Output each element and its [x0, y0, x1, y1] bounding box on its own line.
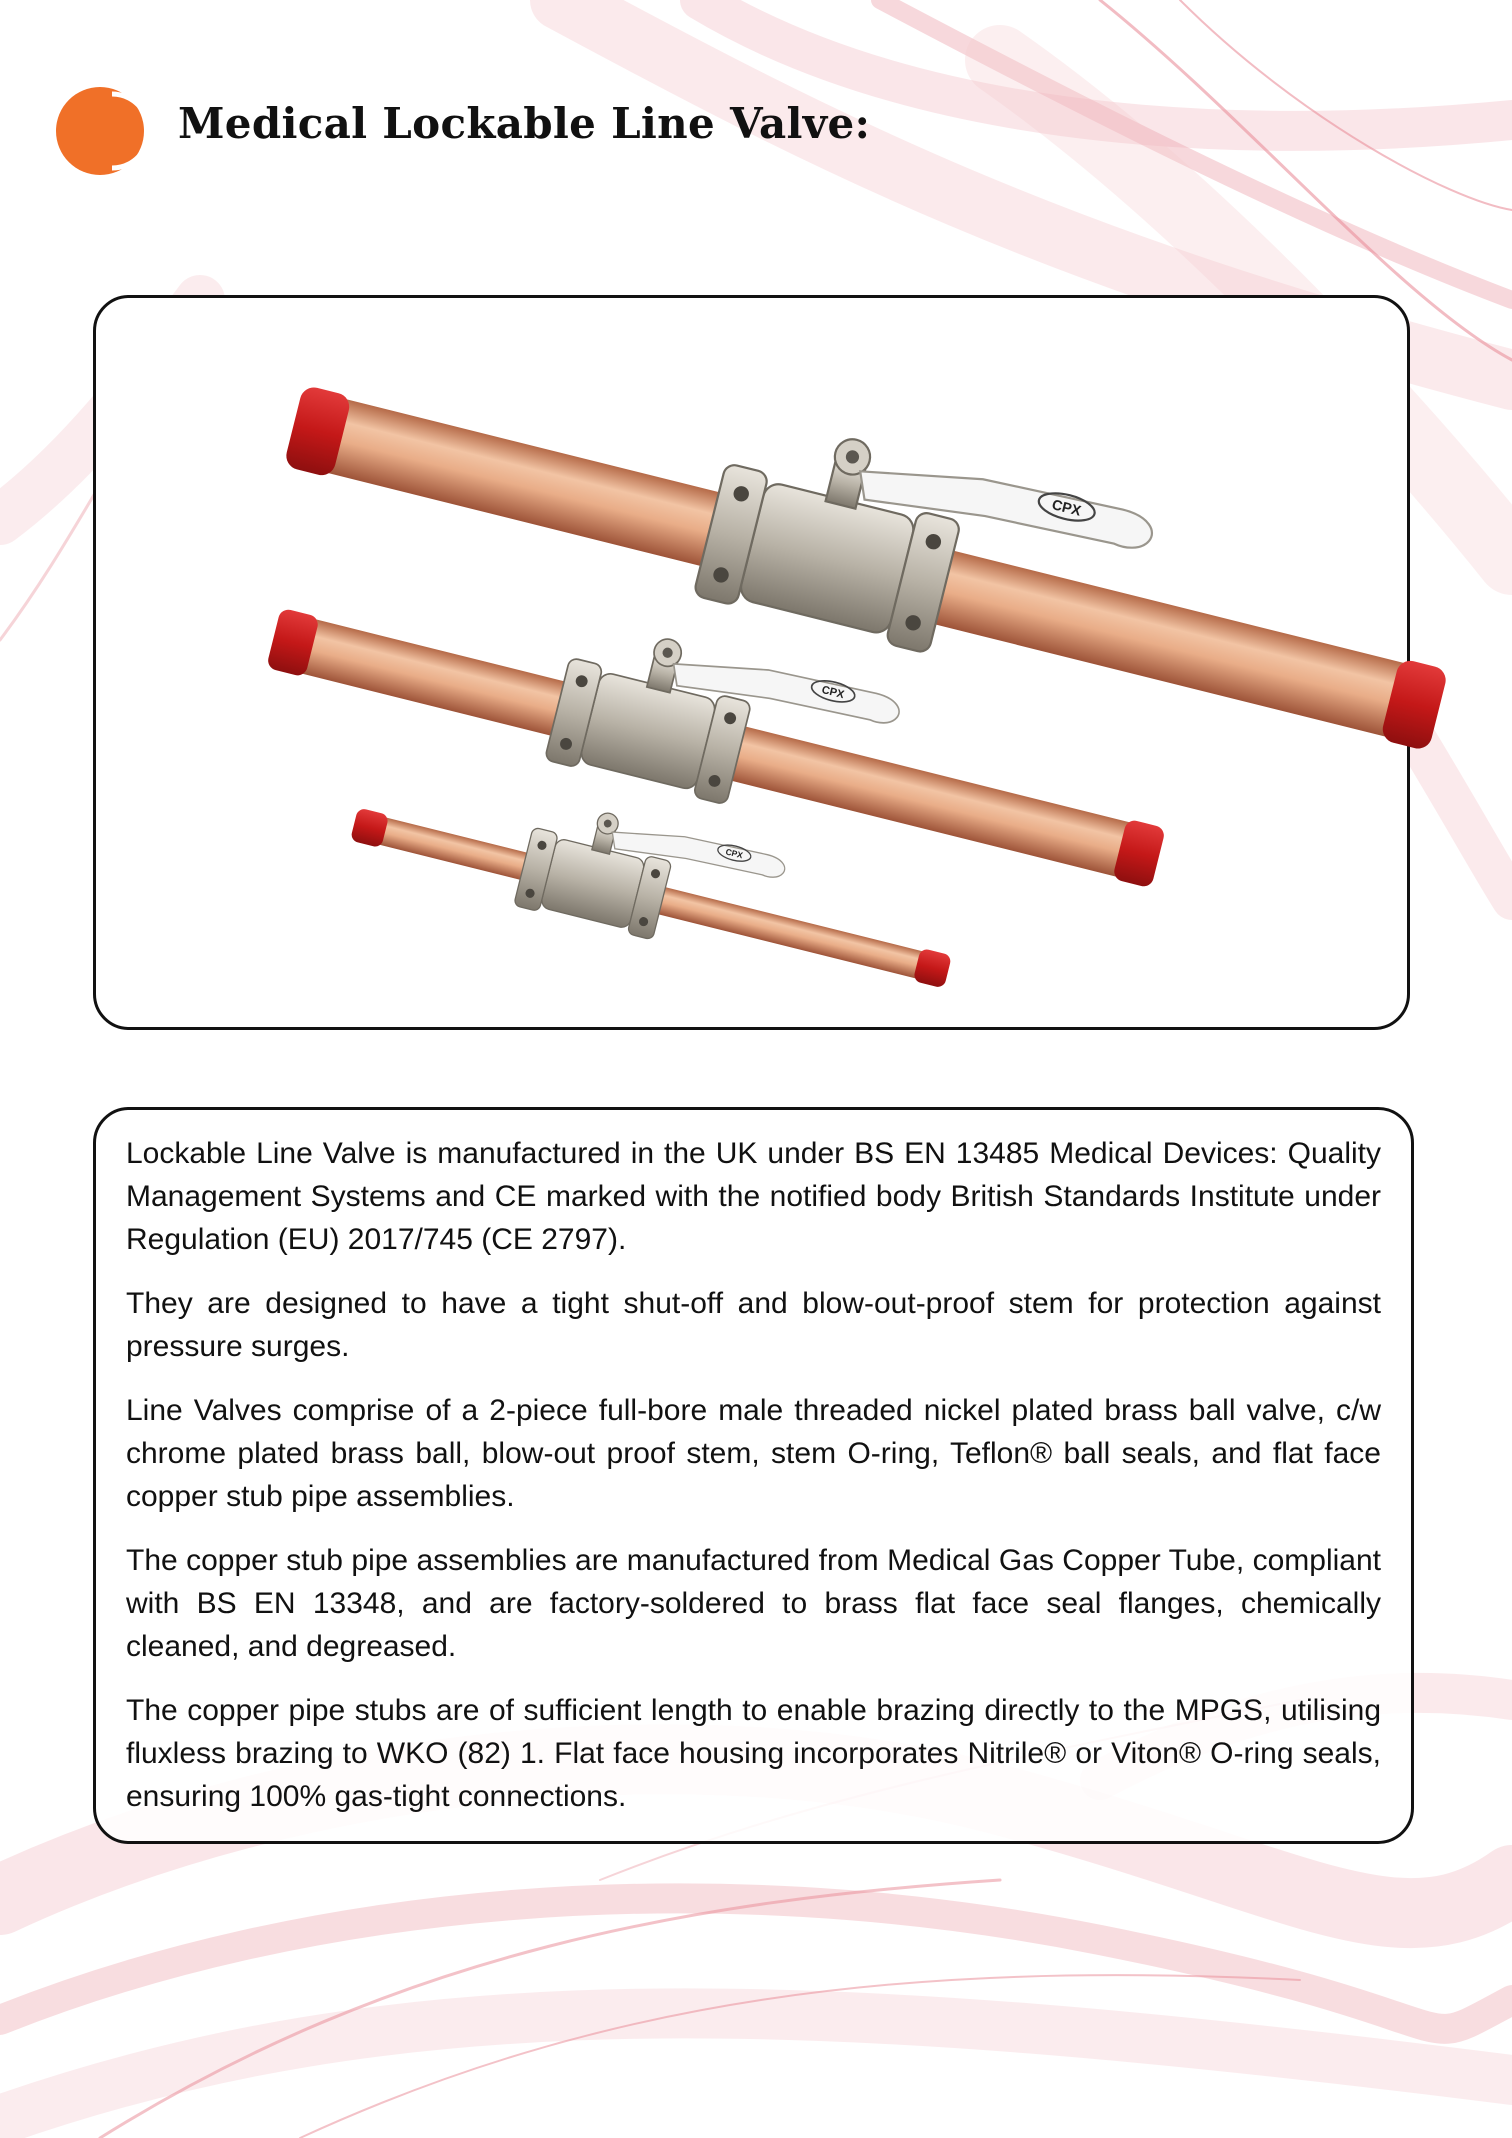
orange-circle-bullet-icon: [54, 84, 148, 178]
description-panel: [93, 1107, 1414, 1844]
page-title: Medical Lockable Line Valve:: [178, 99, 871, 148]
description-paragraph: Lockable Line Valve is manufactured in the UK under BS EN 13485 Medical Devices: Quality Management Systems and CE marked with the notified body British Standards Institute under Regulation (EU) 2017/745 (CE 2797).: [126, 1137, 1381, 1256]
description-paragraph: The copper stub pipe assemblies are manufactured from Medical Gas Copper Tube, compliant with BS EN 13348, and are factory-soldered to brass flat face seal flanges, chemically cleaned, and degreased.: [126, 1544, 1381, 1663]
description-paragraph: Line Valves comprise of a 2-piece full-bore male threaded nickel plated brass ball valve, c/w chrome plated brass ball, blow-out proof stem, stem O-ring, Teflon® ball seals, and flat face copper stub pipe assemblies.: [126, 1394, 1381, 1513]
description-paragraph: They are designed to have a tight shut-off and blow-out-proof stem for protection against pressure surges.: [126, 1287, 1381, 1363]
description-paragraph: The copper pipe stubs are of sufficient length to enable brazing directly to the MPGS, utilising fluxless brazing to WKO (82) 1. Flat face housing incorporates Nitrile® or Viton® O-ring seals, ensuring 100% gas-tight connections.: [126, 1694, 1381, 1813]
line-valves-product-image: CPX: [96, 298, 1413, 1033]
product-image-panel: [93, 193, 1410, 1030]
